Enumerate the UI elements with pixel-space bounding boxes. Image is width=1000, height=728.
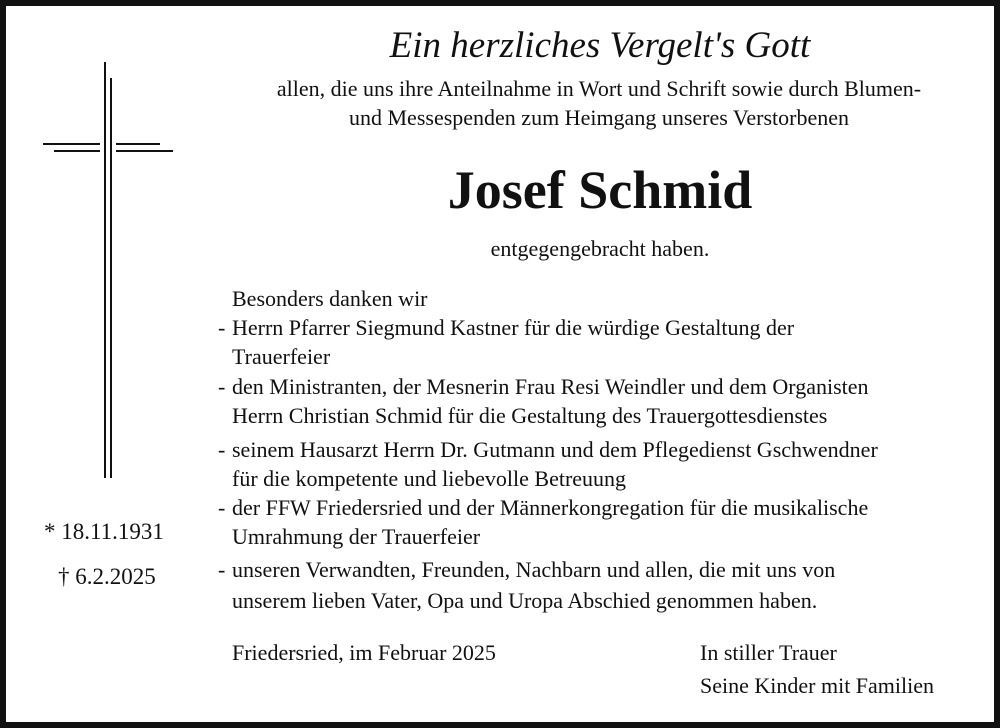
list-item-line: Trauerfeier bbox=[232, 344, 331, 369]
list-item-line: der FFW Friedersried und der Männerkongregation für die musikalische bbox=[232, 495, 869, 520]
list-bullet: - bbox=[218, 557, 226, 582]
place-and-date: Friedersried, im Februar 2025 bbox=[232, 640, 496, 665]
list-item-line: Umrahmung der Trauerfeier bbox=[232, 524, 481, 549]
notice-heading: Ein herzliches Vergelt's Gott bbox=[389, 25, 811, 66]
list-item-line: unseren Verwandten, Freunden, Nachbarn und allen, die mit uns von bbox=[232, 557, 836, 582]
list-bullet: - bbox=[218, 495, 226, 520]
intro-line-1: allen, die uns ihre Anteilnahme in Wort und Schrift sowie durch Blumen- bbox=[276, 76, 922, 101]
thanks-intro: Besonders danken wir bbox=[232, 286, 428, 311]
list-bullet: - bbox=[218, 315, 226, 340]
cross-icon bbox=[40, 62, 176, 482]
list-item-line: unserem lieben Vater, Opa und Uropa Abschied genommen haben. bbox=[232, 588, 818, 613]
intro-line-2: und Messespenden zum Heimgang unseres Verstorbenen bbox=[349, 105, 849, 130]
signoff-line-1: In stiller Trauer bbox=[700, 640, 837, 665]
list-item-line: den Ministranten, der Mesnerin Frau Resi Weindler und dem Organisten bbox=[232, 374, 869, 399]
list-item-line: Herrn Christian Schmid für die Gestaltung des Trauergottesdienstes bbox=[232, 403, 828, 428]
death-date: † 6.2.2025 bbox=[58, 564, 156, 589]
list-bullet: - bbox=[218, 437, 226, 462]
birth-date: * 18.11.1931 bbox=[44, 519, 164, 544]
deceased-name: Josef Schmid bbox=[447, 160, 753, 220]
list-item-line: seinem Hausarzt Herrn Dr. Gutmann und dem Pflegedienst Gschwendner bbox=[232, 437, 878, 462]
list-item-line: Herrn Pfarrer Siegmund Kastner für die würdige Gestaltung der bbox=[232, 315, 795, 340]
signoff-line-2: Seine Kinder mit Familien bbox=[700, 673, 935, 698]
list-item-line: für die kompetente und liebevolle Betreuung bbox=[232, 466, 627, 491]
list-bullet: - bbox=[218, 374, 226, 399]
after-name-text: entgegengebracht haben. bbox=[490, 236, 710, 261]
